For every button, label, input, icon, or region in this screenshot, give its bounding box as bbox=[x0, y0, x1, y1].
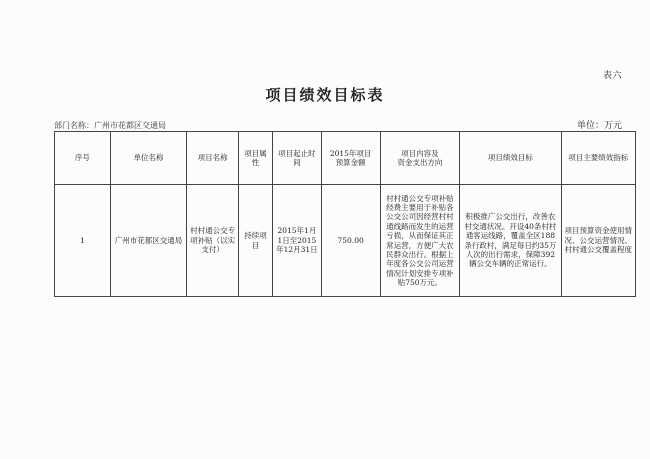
cell-seq: 1 bbox=[55, 185, 111, 297]
header-budget bbox=[321, 132, 380, 185]
header-indicator: 项目主要绩效指标 bbox=[561, 132, 635, 185]
header-unit-name: 单位名称 bbox=[110, 132, 187, 185]
header-budget-line1: 2015年项目 bbox=[329, 148, 372, 158]
cell-unit-name: 广州市花都区交通局 bbox=[110, 185, 187, 297]
department-name: 部门名称：广州市花都区交通局 bbox=[54, 121, 166, 130]
table-number: 表六 bbox=[602, 71, 622, 81]
cell-indicator: 项目预算资金使用情况、公交运营情况、村村通公交覆盖程度 bbox=[561, 185, 635, 297]
cell-budget: 750.00 bbox=[321, 185, 380, 297]
header-project-name: 项目名称 bbox=[187, 132, 239, 185]
cell-period: 2015年1月1日至2015年12月31日 bbox=[273, 185, 322, 297]
header-budget-line2: 预算金额 bbox=[335, 158, 366, 167]
table-header-row bbox=[55, 132, 636, 185]
header-content-line1: 项目内容及 bbox=[401, 148, 439, 158]
cell-project-name: 村村通公交专项补贴（以实支付） bbox=[187, 185, 239, 297]
header-goal: 项目绩效目标 bbox=[460, 132, 561, 185]
cell-content: 村村通公交专项补贴经费主要用于补贴各公交公司因经营村村通线路而发生的运营亏损，从而保证其正常运营，方便广大农民群众出行。根据上年度各公交公司运营情况计划安排专项补贴750万元。 bbox=[380, 185, 460, 297]
table-row bbox=[55, 185, 636, 297]
performance-table bbox=[54, 131, 636, 297]
cell-attribute: 持续项目 bbox=[239, 185, 273, 297]
header-content bbox=[380, 132, 460, 185]
unit-label: 单位：万元 bbox=[576, 121, 622, 131]
header-seq: 序号 bbox=[55, 132, 111, 185]
header-attribute: 项目属性 bbox=[239, 132, 273, 185]
header-content-line2: 资金支出方向 bbox=[397, 158, 443, 167]
cell-goal: 积极推广公交出行，改善农村交通状况。开设40条村村通客运线路，覆盖全区188条行政村，满足每日约35万人次的出行需求，保障392辆公交车辆的正常运行。 bbox=[460, 185, 561, 297]
page-title: 项目绩效目标表 bbox=[265, 86, 385, 104]
header-period: 项目起止时间 bbox=[273, 132, 322, 185]
